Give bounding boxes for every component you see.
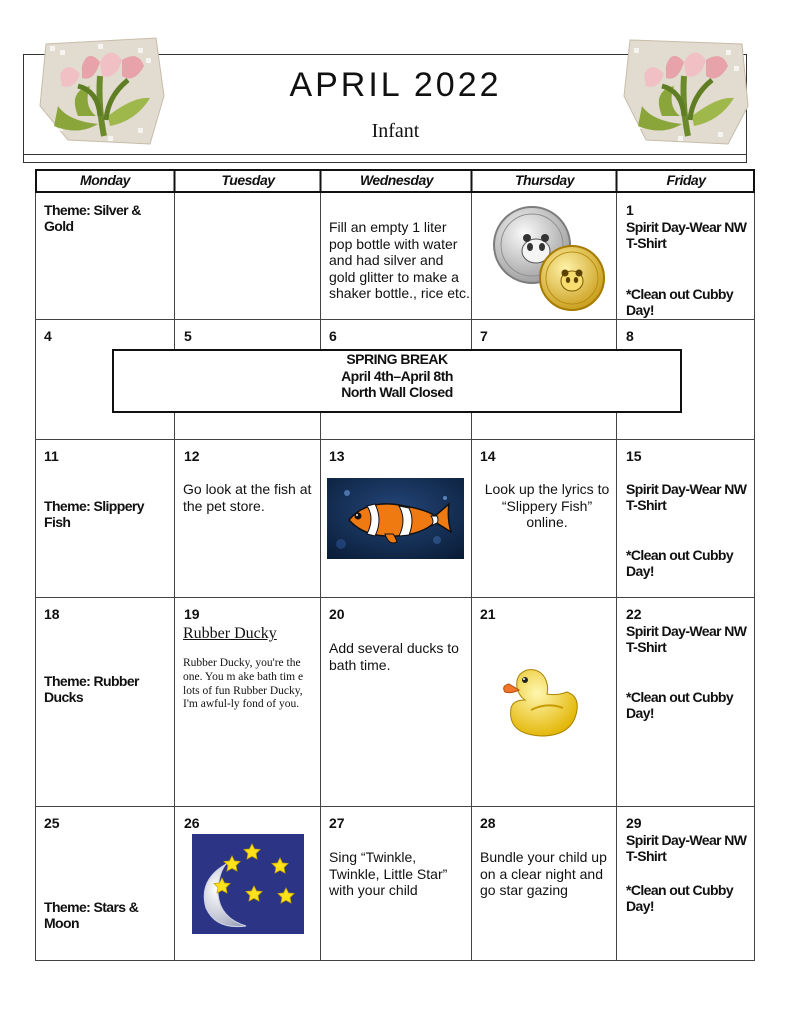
week4-tuesday-song-lyrics: Rubber Ducky, you're the one. You m ake bath tim e lots of fun Rubber Ducky, I'm awful-ly fond of you. bbox=[183, 657, 304, 711]
week1-friday-day: 1 bbox=[626, 202, 634, 218]
week1-wednesday-note: Fill an empty 1 liter pop bottle with water and had silver and gold glitter to make a shaker bottle., rice etc. bbox=[329, 219, 470, 301]
weekday-tuesday: Tuesday bbox=[221, 172, 275, 188]
week3-friday-spirit: Spirit Day-Wear NW T-Shirt bbox=[626, 481, 747, 513]
week5-friday-cubby: *Clean out Cubby Day! bbox=[626, 882, 734, 914]
header-underline bbox=[23, 152, 747, 163]
week1-monday-theme: Theme: Silver & Gold bbox=[44, 202, 141, 234]
week4-wednesday-note: Add several ducks to bath time. bbox=[329, 640, 459, 673]
week4-friday-spirit: Spirit Day-Wear NW T-Shirt bbox=[626, 623, 747, 655]
week5-wednesday-note: Sing “Twinkle, Twinkle, Little Star” with your child bbox=[329, 849, 448, 898]
rubber-duck-icon bbox=[501, 650, 581, 740]
week1-friday-spirit: Spirit Day-Wear NW T-Shirt bbox=[626, 219, 747, 251]
calendar-grid bbox=[35, 169, 755, 961]
week4-tuesday-day: 19 bbox=[184, 606, 200, 622]
week5-monday-theme: Theme: Stars & Moon bbox=[44, 899, 139, 931]
week2-monday-day: 4 bbox=[44, 328, 52, 344]
week4-friday-day: 22 bbox=[626, 606, 642, 622]
week4-monday-theme: Theme: Rubber Ducks bbox=[44, 673, 139, 705]
week5-friday-spirit: Spirit Day-Wear NW T-Shirt bbox=[626, 832, 747, 864]
week5-wednesday-day: 27 bbox=[329, 815, 345, 831]
week3-tuesday-note: Go look at the fish at the pet store. bbox=[183, 481, 312, 514]
week3-thursday-note: Look up the lyrics to “Slippery Fish” online. bbox=[484, 481, 610, 530]
page-subtitle: Infant bbox=[371, 120, 420, 142]
week5-tuesday-day: 26 bbox=[184, 815, 200, 831]
week5-thursday-note: Bundle your child up on a clear night and go star gazing bbox=[480, 849, 607, 898]
weekday-friday: Friday bbox=[666, 172, 706, 188]
week5-thursday-day: 28 bbox=[480, 815, 496, 831]
week3-monday-day: 11 bbox=[44, 448, 59, 464]
week3-wednesday-day: 13 bbox=[329, 448, 345, 464]
week3-friday-cubby: *Clean out Cubby Day! bbox=[626, 547, 734, 579]
clownfish-icon bbox=[327, 478, 464, 559]
week4-tuesday-song-title: Rubber Ducky bbox=[183, 625, 277, 642]
week4-thursday-day: 21 bbox=[480, 606, 496, 622]
week3-friday-day: 15 bbox=[626, 448, 642, 464]
mosaic-tulip-icon bbox=[622, 36, 750, 148]
spring-break-dates: April 4th–April 8th bbox=[341, 367, 453, 384]
silver-gold-panda-coins-icon bbox=[490, 205, 610, 315]
week5-friday-day: 29 bbox=[626, 815, 642, 831]
spring-break-banner bbox=[112, 349, 682, 413]
week3-tuesday-day: 12 bbox=[184, 448, 200, 464]
week3-thursday-day: 14 bbox=[480, 448, 496, 464]
weekday-wednesday: Wednesday bbox=[359, 172, 434, 188]
week1-friday-cubby: *Clean out Cubby Day! bbox=[626, 286, 734, 318]
week4-friday-cubby: *Clean out Cubby Day! bbox=[626, 689, 734, 721]
spring-break-title: SPRING BREAK bbox=[346, 351, 448, 367]
weekday-monday: Monday bbox=[80, 172, 130, 188]
page-title: APRIL 2022 bbox=[289, 66, 502, 104]
mosaic-tulip-icon bbox=[38, 36, 166, 148]
week2-wednesday-day: 6 bbox=[329, 328, 337, 344]
week2-friday-day: 8 bbox=[626, 328, 634, 344]
moon-and-stars-icon bbox=[192, 834, 304, 934]
week4-monday-day: 18 bbox=[44, 606, 60, 622]
spring-break-closed: North Wall Closed bbox=[341, 384, 453, 400]
week2-thursday-day: 7 bbox=[480, 328, 488, 344]
week2-tuesday-day: 5 bbox=[184, 328, 192, 344]
week4-wednesday-day: 20 bbox=[329, 606, 345, 622]
week5-monday-day: 25 bbox=[44, 815, 60, 831]
week3-monday-theme: Theme: Slippery Fish bbox=[44, 498, 144, 530]
weekday-thursday: Thursday bbox=[514, 172, 574, 188]
